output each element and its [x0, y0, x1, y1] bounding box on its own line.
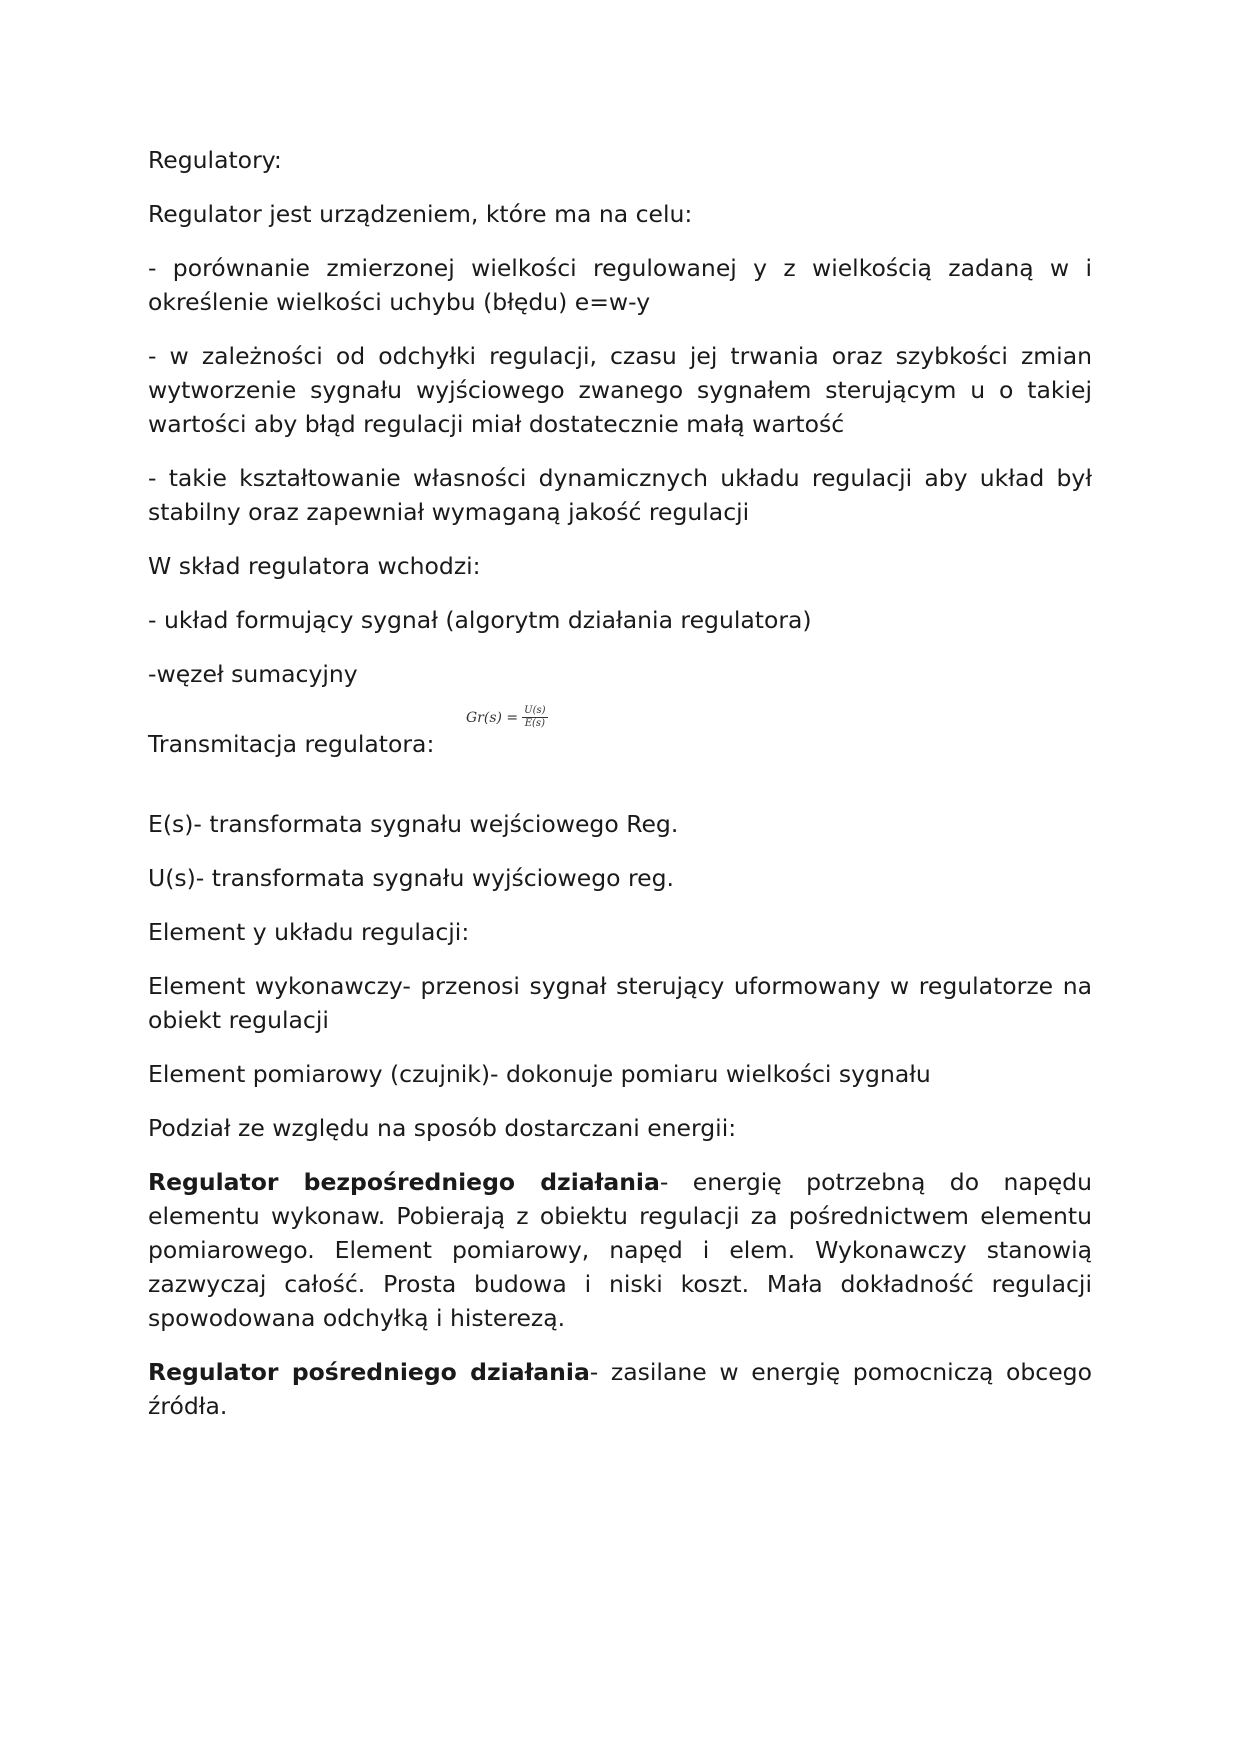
formula-lhs: Gr(s) =	[466, 709, 519, 726]
regulator-type-description: - energię potrzebną do napędu elementu wykonaw. Pobierają z obiektu regulacji za pośrednictwem elementu pomiarowego. Element pomiarowy, napęd i elem. Wykonawczy stanowią zazwyczaj całość. Prosta budowa i niski koszt. Mała dokładność regulacji spowodowana odchyłką i histerezą.	[148, 1168, 1092, 1332]
signal-definition: U(s)- transformata sygnału wyjściowego reg.	[148, 864, 674, 892]
transfer-label: Transmitacja regulatora:	[148, 730, 435, 758]
formula-numerator: U(s)	[524, 705, 546, 716]
intro-paragraph: Regulator jest urządzeniem, które ma na celu:	[148, 200, 693, 228]
division-heading: Podział ze względu na sposób dostarczani energii:	[148, 1114, 737, 1142]
goal-item: - w zależności od odchyłki regulacji, czasu jej trwania oraz szybkości zmian wytworzenie sygnału wyjściowego zwanego sygnałem sterującym u o takiej wartości aby błąd regulacji miał dostatecznie małą wartość	[148, 342, 1092, 438]
regulator-type-term: Regulator bezpośredniego działania	[148, 1168, 660, 1196]
goal-item: - takie kształtowanie własności dynamicznych układu regulacji aby układ był stabilny oraz zapewniał wymaganą jakość regulacji	[148, 464, 1092, 526]
elements-heading: Element y układu regulacji:	[148, 918, 470, 946]
transfer-formula	[466, 705, 548, 730]
element-definition: Element pomiarowy (czujnik)- dokonuje pomiaru wielkości sygnału	[148, 1060, 931, 1088]
signal-definition: E(s)- transformata sygnału wejściowego Reg.	[148, 810, 679, 838]
regulator-type-paragraph	[148, 1165, 1092, 1335]
composition-item: - układ formujący sygnał (algorytm działania regulatora)	[148, 606, 812, 634]
document-page	[148, 143, 1092, 1443]
transfer-function-line	[148, 705, 1092, 761]
regulator-type-paragraph	[148, 1355, 1092, 1423]
composition-item: -węzeł sumacyjny	[148, 660, 358, 688]
formula-fraction	[522, 705, 547, 730]
formula-denominator: E(s)	[524, 718, 545, 729]
composition-heading: W skład regulatora wchodzi:	[148, 552, 481, 580]
element-definition: Element wykonawczy- przenosi sygnał sterujący uformowany w regulatorze na obiekt regulacji	[148, 972, 1092, 1034]
document-heading: Regulatory:	[148, 146, 282, 174]
goal-item: - porównanie zmierzonej wielkości regulowanej y z wielkością zadaną w i określenie wielkości uchybu (błędu) e=w-y	[148, 254, 1092, 316]
regulator-type-description: - zasilane w energię pomocniczą obcego źródła.	[148, 1358, 1092, 1420]
regulator-type-term: Regulator pośredniego działania	[148, 1358, 590, 1386]
spacer	[148, 781, 1092, 807]
